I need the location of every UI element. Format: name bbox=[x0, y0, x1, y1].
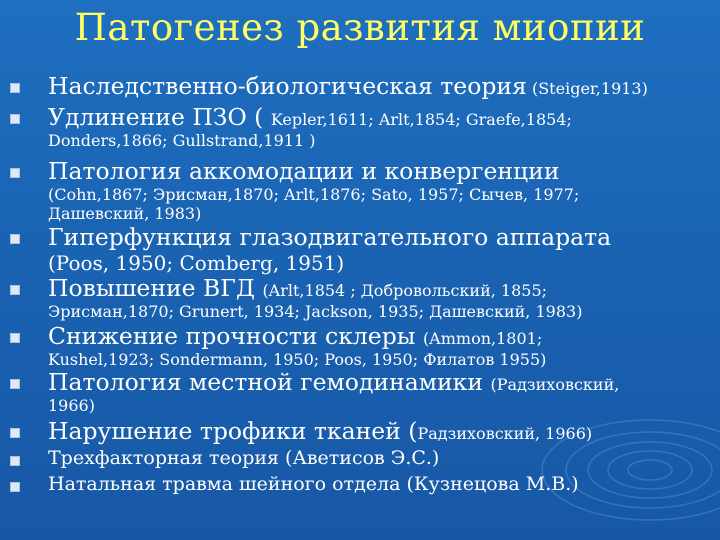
bullet-reference: (Радзиховский, bbox=[490, 375, 620, 394]
bullet-text: Снижение прочности склеры bbox=[48, 322, 423, 350]
square-bullet-icon bbox=[10, 456, 20, 466]
bullet-reference: (Arlt,1854 ; Добровольский, 1855; bbox=[262, 281, 548, 300]
bullet-trophism bbox=[48, 417, 698, 445]
bullet-reference-continuation: (Poos, 1950; Comberg, 1951) bbox=[48, 251, 345, 275]
square-bullet-icon bbox=[10, 114, 20, 124]
bullet-reference-continuation: Эрисман,1870; Grunert, 1934; Jackson, 1935; Дашевский, 1983) bbox=[48, 302, 583, 321]
square-bullet-icon bbox=[10, 234, 20, 244]
bullet-text: Удлинение ПЗО ( bbox=[48, 103, 271, 131]
bullet-reference-continuation: (Cohn,1867; Эрисман,1870; Arlt,1876; Sato, 1957; Сычев, 1977; bbox=[48, 185, 580, 204]
bullet-reference-continuation: 1966) bbox=[48, 396, 95, 415]
bullet-reference-continuation: Kushel,1923; Sondermann, 1950; Poos, 1950; Филатов 1955) bbox=[48, 350, 547, 369]
bullet-reference: (Ammon,1801; bbox=[422, 329, 543, 348]
bullet-text: Натальная травма шейного отдела (Кузнецова М.В.) bbox=[48, 473, 579, 495]
square-bullet-icon bbox=[10, 482, 20, 492]
bullet-hemodynamics bbox=[48, 368, 698, 415]
bullet-three-factor-theory bbox=[48, 447, 698, 469]
bullet-oculomotor bbox=[48, 223, 698, 275]
bullet-sclera bbox=[48, 322, 698, 369]
square-bullet-icon bbox=[10, 168, 20, 178]
square-bullet-icon bbox=[10, 379, 20, 389]
bullet-accommodation bbox=[48, 157, 698, 223]
bullet-text: Патология аккомодации и конвергенции bbox=[48, 157, 560, 185]
bullet-text: Трехфакторная теория (Аветисов Э.С.) bbox=[48, 447, 440, 469]
square-bullet-icon bbox=[10, 285, 20, 295]
slide-title: Патогенез развития миопии bbox=[74, 6, 646, 49]
bullet-natal-trauma bbox=[48, 473, 698, 495]
bullet-text: Гиперфункция глазодвигательного аппарата bbox=[48, 223, 612, 251]
bullet-text: Патология местной гемодинамики bbox=[48, 368, 491, 396]
bullet-text: Повышение ВГД bbox=[48, 274, 263, 302]
square-bullet-icon bbox=[10, 428, 20, 438]
bullet-reference-continuation: Дашевский, 1983) bbox=[48, 204, 202, 223]
bullet-iop bbox=[48, 274, 698, 321]
bullet-reference-continuation: Donders,1866; Gullstrand,1911 ) bbox=[48, 131, 316, 150]
bullet-reference: Радзиховский, 1966) bbox=[417, 424, 593, 443]
bullet-reference: (Steiger,1913) bbox=[526, 79, 648, 98]
bullet-axial-length bbox=[48, 103, 698, 150]
bullet-reference: Kepler,1611; Arlt,1854; Graefe,1854; bbox=[270, 110, 572, 129]
bullet-hereditary-theory bbox=[48, 72, 698, 100]
bullet-text: Наследственно-биологическая теория bbox=[48, 72, 527, 100]
square-bullet-icon bbox=[10, 333, 20, 343]
square-bullet-icon bbox=[10, 83, 20, 93]
bullet-text: Нарушение трофики тканей ( bbox=[48, 417, 418, 445]
